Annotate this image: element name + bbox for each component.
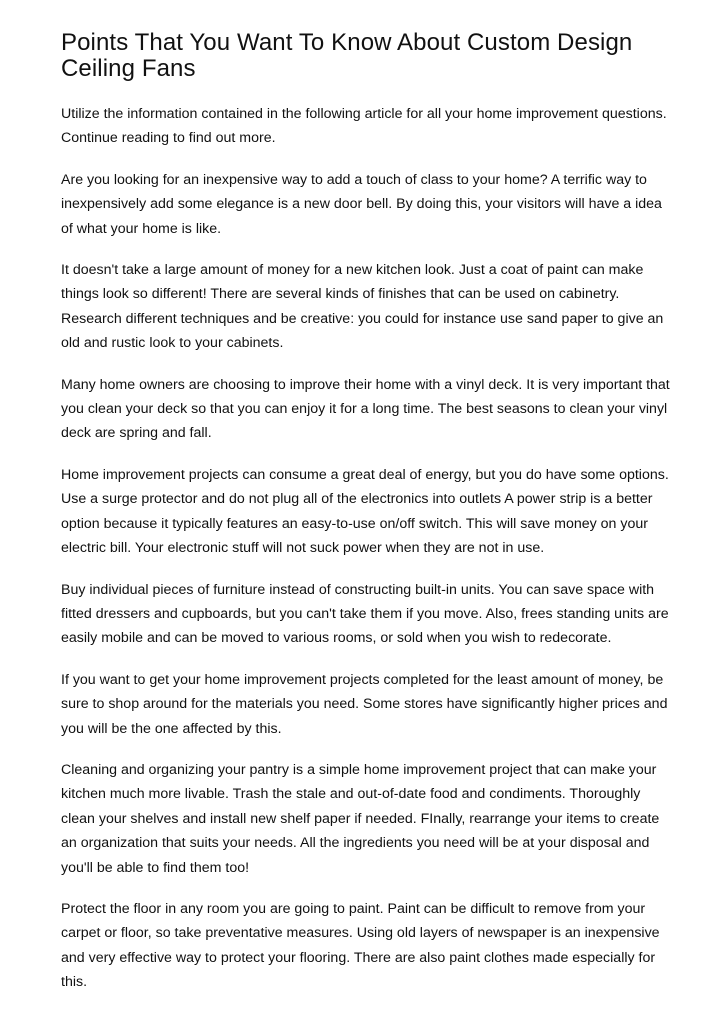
paragraph-materials: If you want to get your home improvement projects completed for the least amount of money, be sure to shop around for the materials you need. Some stores have significantly higher prices and you will be the one affected by this. xyxy=(61,671,668,737)
paragraph-intro: Utilize the information contained in the following article for all your home improvement questions. Continue reading to find out more. xyxy=(61,106,667,147)
paragraph-energy: Home improvement projects can consume a great deal of energy, but you do have some options. Use a surge protector and do not plug all of the electronics into outlets A power strip is a better option because it typically features an easy-to-use on/off switch. This will save money on your electric bill. Your electronic stuff will not suck power when they are not in use. xyxy=(61,466,669,557)
paragraph-furniture: Buy individual pieces of furniture instead of constructing built-in units. You can save space with fitted dressers and cupboards, but you can't take them if you move. Also, frees standing units are easily mobile and can be moved to various rooms, or sold when you wish to redecorate. xyxy=(61,581,669,647)
paragraph-floor: Protect the floor in any room you are going to paint. Paint can be difficult to remove from your carpet or floor, so take preventative measures. Using old layers of newspaper is an inexpensive and very effective way to protect your flooring. There are also paint clothes made especially for this. xyxy=(61,900,660,991)
paragraph-pantry: Cleaning and organizing your pantry is a simple home improvement project that can make your kitchen much more livable. Trash the stale and out-of-date food and condiments. Thoroughly clean your shelves and install new shelf paper if needed. FInally, rearrange your items to create an organization that suits your needs. All the ingredients you need will be at your disposal and you'll be able to find them too! xyxy=(61,761,660,876)
document-title: Points That You Want To Know About Custom Design Ceiling Fans xyxy=(61,29,633,82)
paragraph-vinyl-deck: Many home owners are choosing to improve their home with a vinyl deck. It is very important that you clean your deck so that you can enjoy it for a long time. The best seasons to clean your vinyl deck are spring and fall. xyxy=(61,376,670,442)
paragraph-kitchen: It doesn't take a large amount of money for a new kitchen look. Just a coat of paint can make things look so different! There are several kinds of finishes that can be used on cabinetry. Research different techniques and be creative: you could for instance use sand paper to give an old and rustic look to your cabinets. xyxy=(61,262,664,352)
paragraph-door-bell: Are you looking for an inexpensive way to add a touch of class to your home? A terrific way to inexpensively add some elegance is a new door bell. By doing this, your visitors will have a idea of what your home is like. xyxy=(61,171,662,237)
